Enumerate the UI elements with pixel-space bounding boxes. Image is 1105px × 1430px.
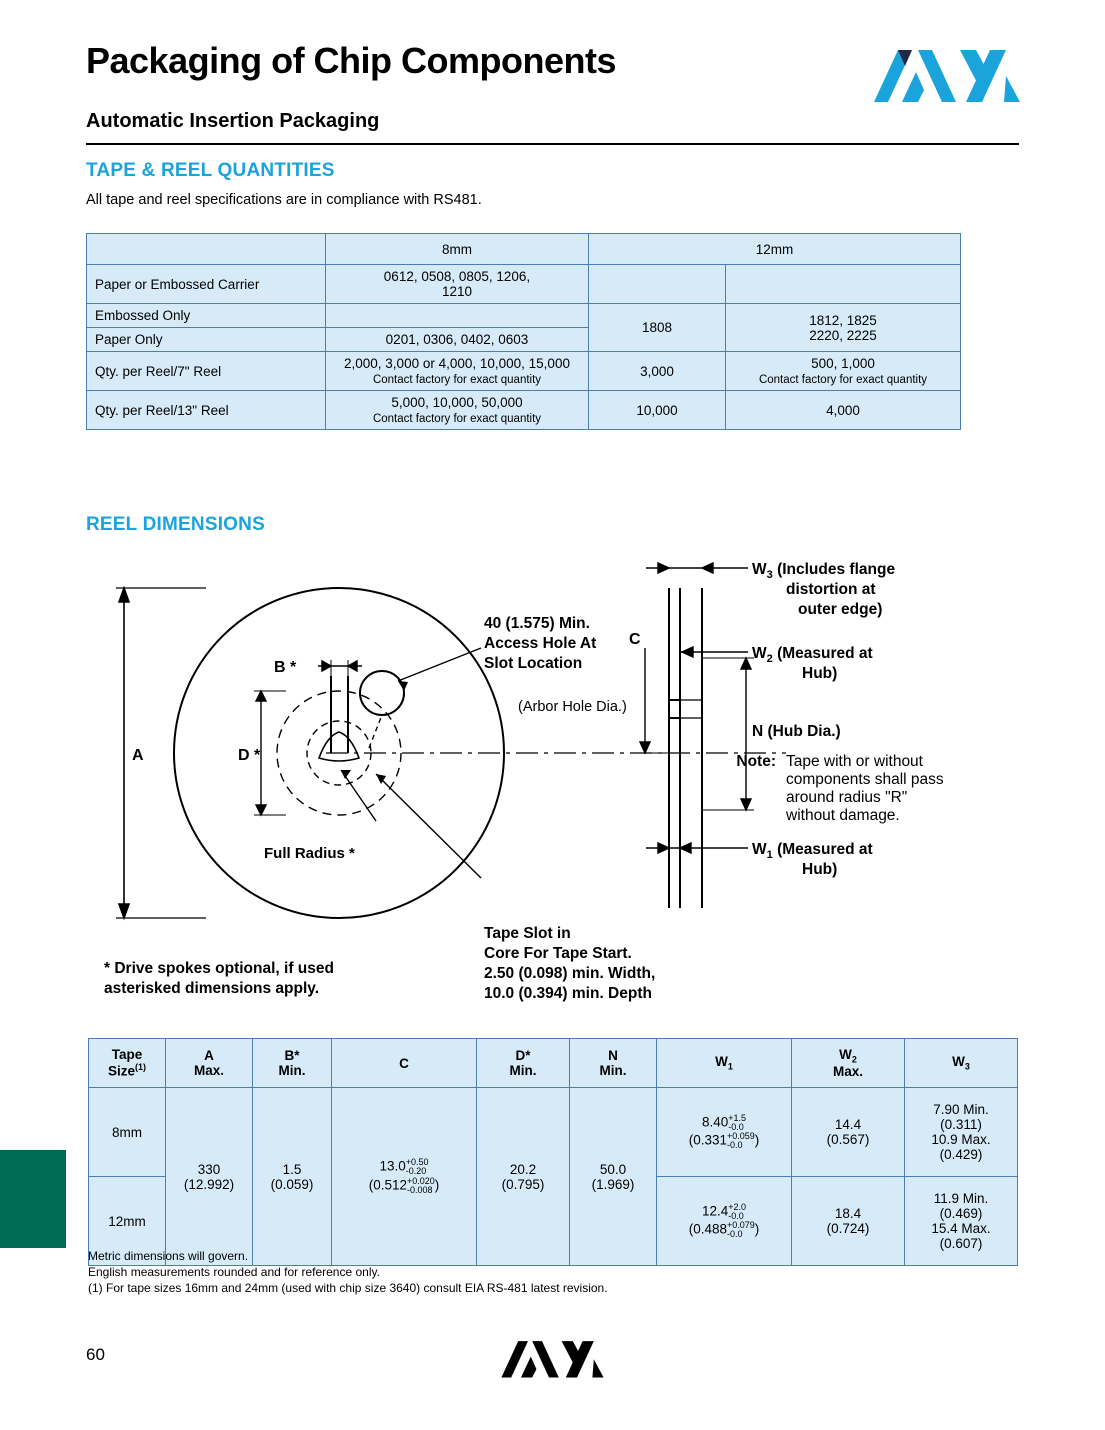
dim-header-w2: $W_2$ Max. xyxy=(792,1039,905,1088)
dim-header-w1: $W_1$ xyxy=(657,1039,792,1088)
dim-d-inch: (0.795) xyxy=(501,1176,545,1192)
tape-slot-label: Tape Slot in xyxy=(484,925,571,942)
cell-12b-qty-7-sub: Contact factory for exact quantity xyxy=(758,374,928,386)
spokes-note: * Drive spokes optional, if used xyxy=(104,960,334,977)
table-row xyxy=(87,391,961,430)
dim-cell-b xyxy=(253,1088,332,1266)
row-label-paper-only: Paper Only xyxy=(87,328,326,352)
arbor-hole-label: (Arbor Hole Dia.) xyxy=(518,699,627,715)
dim-w1-value-8mm: 8.40 xyxy=(701,1114,729,1130)
footnote-3: (1) For tape sizes 16mm and 24mm (used with chip size 3640) consult EIA RS-481 latest revision. xyxy=(88,1281,608,1296)
dim-w1-inch-8mm: (0.331 xyxy=(688,1132,727,1148)
dim-w1-inch-tol-up-12mm: +0.079 xyxy=(727,1220,755,1230)
note-text: Tape with or without xyxy=(786,753,923,770)
dim-a-inch: (12.992) xyxy=(183,1176,235,1192)
dim-b-inch: (0.059) xyxy=(270,1176,314,1192)
dim-w1-tol-up-12mm: +2.0 xyxy=(728,1201,747,1212)
cell-12b-empty xyxy=(726,265,961,304)
cell-12b-qty-13: 4,000 xyxy=(726,391,961,430)
svg-text:asterisked dimensions apply.: asterisked dimensions apply. xyxy=(104,980,320,997)
reel-dimensions-table xyxy=(88,1038,1018,1266)
reel-dimensions-heading: REEL DIMENSIONS xyxy=(86,514,265,535)
cell-8mm-qty-7-value: 2,000, 3,000 or 4,000, 10,000, 15,000 xyxy=(344,356,570,371)
dim-b-value: 1.5 xyxy=(282,1161,302,1177)
dim-header-size: Tape Size$^{(1)}$ xyxy=(89,1039,166,1088)
cell-12a-qty-13: 10,000 xyxy=(589,391,726,430)
dim-row-8mm xyxy=(89,1088,1018,1177)
table-row xyxy=(87,352,961,391)
label-N: N (Hub Dia.) xyxy=(752,723,841,740)
dim-w2-inch-8mm: (0.567) xyxy=(826,1132,870,1147)
avx-logo xyxy=(872,46,1022,108)
dim-cell-c xyxy=(332,1088,477,1266)
dim-header-row xyxy=(89,1039,1018,1088)
dim-c-value: 13.0 xyxy=(379,1158,406,1174)
full-radius-label: Full Radius * xyxy=(264,845,355,862)
dim-w1-inch-close-8mm: ) xyxy=(754,1132,760,1148)
table-header-row xyxy=(87,234,961,265)
tape-reel-table xyxy=(86,233,961,430)
cell-8mm-qty-13 xyxy=(326,391,589,430)
dim-cell-size-8mm: 8mm xyxy=(89,1088,166,1177)
label-C: C xyxy=(629,631,641,648)
note-label: Note: xyxy=(736,753,776,770)
dim-header-a: A Max. xyxy=(166,1039,253,1088)
header-8mm: 8mm xyxy=(326,234,589,265)
dim-cell-w1-12mm xyxy=(657,1177,792,1266)
svg-text:Core For Tape Start.: Core For Tape Start. xyxy=(484,945,632,962)
dim-c-tol-dn: -0.20 xyxy=(405,1166,427,1177)
dim-n-inch: (1.969) xyxy=(591,1176,635,1192)
dim-cell-n xyxy=(570,1088,657,1266)
dim-cell-a xyxy=(166,1088,253,1266)
cell-8mm-qty-7 xyxy=(326,352,589,391)
page-subtitle: Automatic Insertion Packaging xyxy=(86,110,380,132)
dim-cell-w2-12mm xyxy=(792,1177,905,1266)
dim-w1-inch-close-12mm: ) xyxy=(754,1221,760,1237)
dim-d-value: 20.2 xyxy=(509,1161,537,1177)
cell-8mm-embossed-only xyxy=(326,304,589,328)
label-A: A xyxy=(132,747,144,764)
cell-12b-qty-7-value: 500, 1,000 xyxy=(811,356,875,371)
dim-w1-value-12mm: 12.4 xyxy=(701,1203,729,1219)
dim-w1-inch-tol-dn-8mm: -0.0 xyxy=(727,1140,743,1151)
footnote-1: Metric dimensions will govern. xyxy=(88,1249,249,1263)
cell-12a-qty-7: 3,000 xyxy=(589,352,726,391)
dim-cell-w1-8mm xyxy=(657,1088,792,1177)
dim-cell-size-12mm: 12mm xyxy=(89,1177,166,1266)
cell-12a-empty xyxy=(589,265,726,304)
cell-8mm-qty-7-sub: Contact factory for exact quantity xyxy=(372,374,542,386)
row-label-paper-or-embossed: Paper or Embossed Carrier xyxy=(87,265,326,304)
dim-c-inch: (0.512 xyxy=(368,1177,407,1193)
cell-12b-qty-7 xyxy=(726,352,961,391)
footnotes xyxy=(88,1248,608,1297)
reel-diagram xyxy=(86,548,1016,1018)
cell-8mm-paper-or-embossed: 0612, 0508, 0805, 1206, 1210 xyxy=(326,265,589,304)
dim-cell-w3-8mm: 7.90 Min. (0.311) 10.9 Max. (0.429) xyxy=(905,1088,1018,1177)
table-row xyxy=(87,265,961,304)
cell-8mm-paper-only: 0201, 0306, 0402, 0603 xyxy=(326,328,589,352)
dim-w1-inch-12mm: (0.488 xyxy=(688,1221,727,1237)
dim-cell-w2-8mm xyxy=(792,1088,905,1177)
dim-header-c: C xyxy=(332,1039,477,1088)
svg-text:10.0 (0.394) min. Depth: 10.0 (0.394) min. Depth xyxy=(484,985,652,1002)
dim-c-inch-close: ) xyxy=(434,1177,440,1193)
avx-footer-logo xyxy=(500,1338,605,1378)
dim-cell-w3-12mm: 11.9 Min. (0.469) 15.4 Max. (0.607) xyxy=(905,1177,1018,1266)
dim-cell-d xyxy=(477,1088,570,1266)
header-12mm: 12mm xyxy=(589,234,961,265)
dim-header-n: N Min. xyxy=(570,1039,657,1088)
label-D: D * xyxy=(238,747,261,764)
dim-w1-inch-tol-dn-12mm: -0.0 xyxy=(727,1229,743,1240)
label-W2: $W_2$ (Measured at xyxy=(752,645,873,665)
header-divider xyxy=(86,143,1019,145)
svg-text:without damage.: without damage. xyxy=(786,807,900,824)
section-color-tab xyxy=(0,1150,66,1248)
cell-8mm-qty-13-value: 5,000, 10,000, 50,000 xyxy=(391,395,523,410)
dim-a-value: 330 xyxy=(197,1161,221,1177)
label-W3: $W_3$ (Includes flange xyxy=(752,561,896,581)
dim-header-d: D* Min. xyxy=(477,1039,570,1088)
dim-header-b: B* Min. xyxy=(253,1039,332,1088)
dim-w1-tol-dn-8mm: -0.0 xyxy=(728,1121,744,1132)
dim-header-w3: $W_3$ xyxy=(905,1039,1018,1088)
table-row xyxy=(87,304,961,328)
label-B: B * xyxy=(274,659,297,676)
svg-text:Slot Location: Slot Location xyxy=(484,655,583,672)
label-W1: $W_1$ (Measured at xyxy=(752,841,873,861)
svg-text:Hub): Hub) xyxy=(802,861,838,878)
dim-w1-tol-dn-12mm: -0.0 xyxy=(728,1210,744,1221)
dim-n-value: 50.0 xyxy=(599,1161,627,1177)
dim-c-tol-up: +0.50 xyxy=(405,1157,429,1168)
dim-w2-value-8mm: 14.4 xyxy=(834,1117,862,1132)
page-number: 60 xyxy=(86,1345,105,1364)
svg-text:around radius "R": around radius "R" xyxy=(786,789,908,806)
dim-w2-value-12mm: 18.4 xyxy=(834,1206,862,1221)
row-label-qty-7: Qty. per Reel/7" Reel xyxy=(87,352,326,391)
row-label-qty-13: Qty. per Reel/13" Reel xyxy=(87,391,326,430)
cell-12a-embossed-only: 1808 xyxy=(589,304,726,352)
svg-text:distortion at: distortion at xyxy=(786,581,876,598)
access-hole-label: 40 (1.575) Min. xyxy=(484,615,590,632)
footnote-2: English measurements rounded and for reference only. xyxy=(88,1265,380,1280)
svg-text:Access Hole At: Access Hole At xyxy=(484,635,597,652)
header-blank xyxy=(87,234,326,265)
tape-reel-note: All tape and reel specifications are in compliance with RS481. xyxy=(86,192,482,208)
svg-text:components shall pass: components shall pass xyxy=(786,771,944,788)
svg-text:2.50 (0.098) min. Width,: 2.50 (0.098) min. Width, xyxy=(484,965,656,982)
svg-text:outer edge): outer edge) xyxy=(798,601,883,618)
cell-8mm-qty-13-sub: Contact factory for exact quantity xyxy=(372,413,542,425)
dim-w2-inch-12mm: (0.724) xyxy=(826,1221,870,1236)
cell-12b-embossed-only: 1812, 1825 2220, 2225 xyxy=(726,304,961,352)
page-title: Packaging of Chip Components xyxy=(86,40,617,81)
dim-w1-inch-tol-up-8mm: +0.059 xyxy=(727,1131,755,1141)
svg-text:Hub): Hub) xyxy=(802,665,838,682)
dim-c-inch-tol-up: +0.020 xyxy=(407,1175,435,1186)
dim-w1-tol-up-8mm: +1.5 xyxy=(728,1112,747,1123)
row-label-embossed-only: Embossed Only xyxy=(87,304,326,328)
tape-reel-heading: TAPE & REEL QUANTITIES xyxy=(86,160,335,181)
dim-c-inch-tol-dn: -0.008 xyxy=(407,1184,433,1195)
